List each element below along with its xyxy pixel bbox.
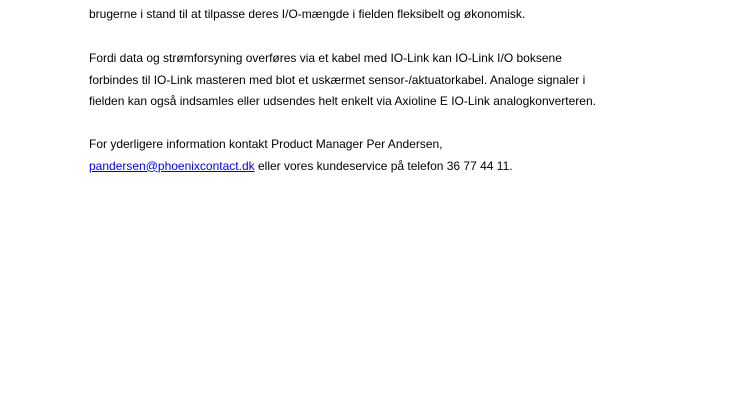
paragraph-io-link-cabling bbox=[89, 48, 689, 113]
paragraph-flexibility bbox=[89, 4, 689, 26]
paragraph-line: For yderligere information kontakt Product Manager Per Andersen, bbox=[89, 137, 443, 151]
paragraph-line-with-email bbox=[89, 156, 689, 178]
paragraph-line: Fordi data og strømforsyning overføres via et kabel med IO-Link kan IO-Link I/O boksene bbox=[89, 51, 562, 65]
contact-phone-text: eller vores kundeservice på telefon 36 77 44 11. bbox=[254, 158, 513, 173]
paragraph-line: brugerne i stand til at tilpasse deres I/O-mængde i fielden fleksibelt og økonomisk. bbox=[89, 7, 526, 21]
paragraph-line: forbindes til IO-Link masteren med blot et uskærmet sensor-/aktuatorkabel. Analoge signaler i bbox=[89, 72, 586, 87]
paragraph-line: fielden kan også indsamles eller udsendes helt enkelt via Axioline E IO-Link analogkonverteren. bbox=[89, 94, 596, 108]
paragraph-contact bbox=[89, 134, 689, 177]
email-link[interactable]: pandersen@phoenixcontact.dk bbox=[89, 158, 255, 173]
